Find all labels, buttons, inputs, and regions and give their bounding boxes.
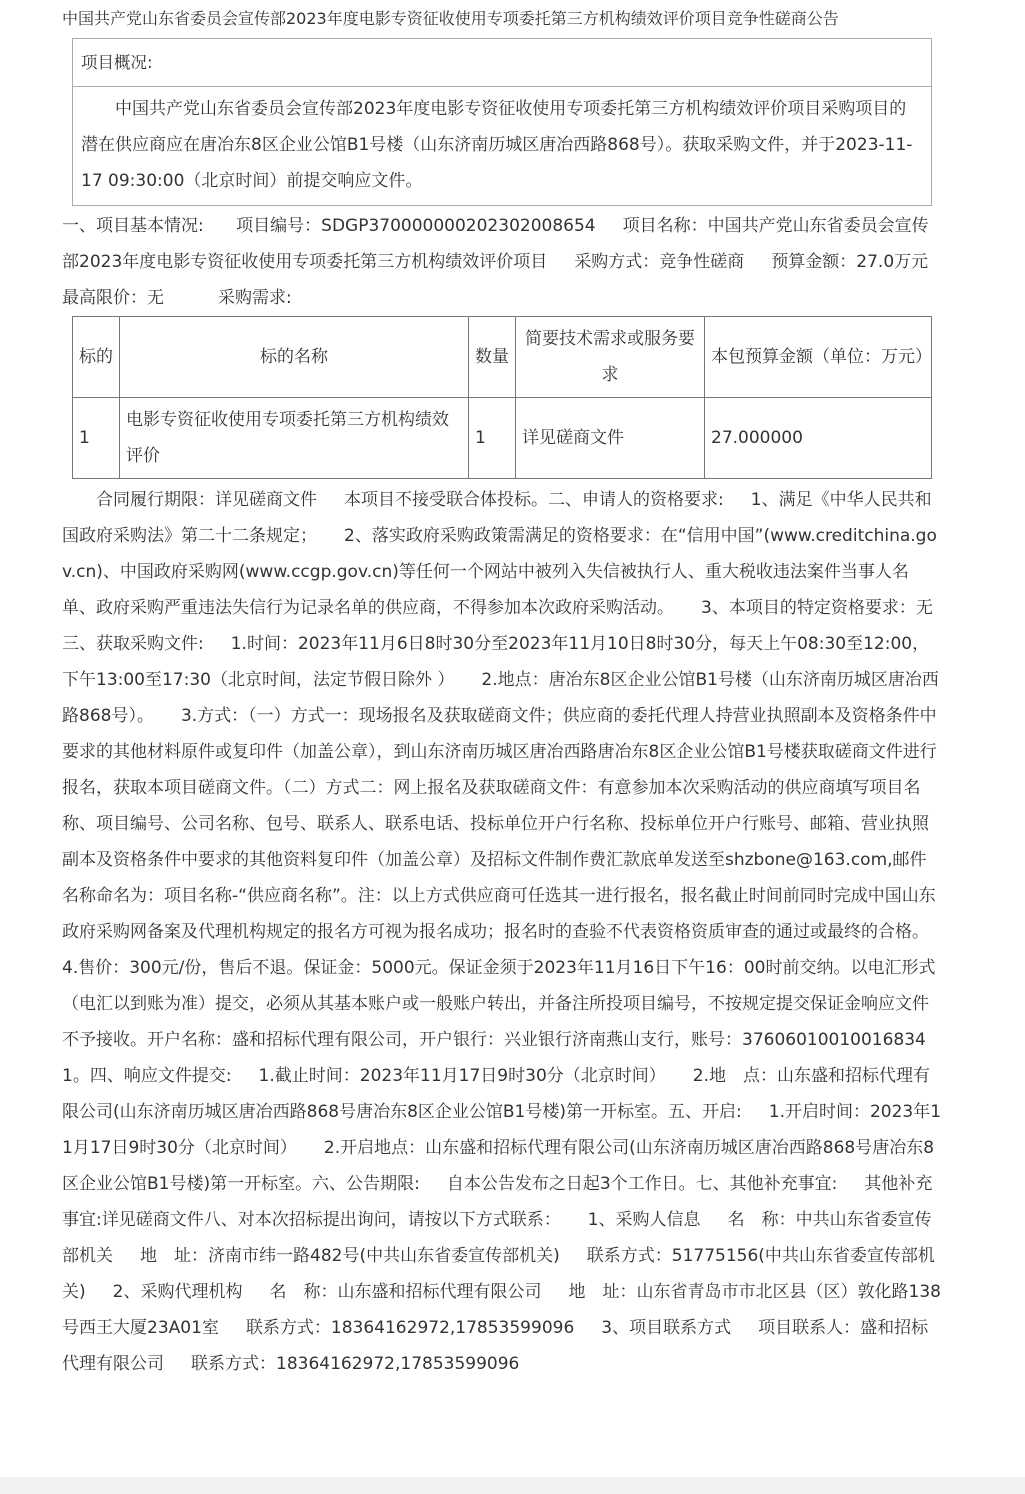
header-quantity: 数量 [469,317,516,398]
announcement-page [62,0,957,1382]
basic-info-paragraph: 一、项目基本情况: 项目编号：SDGP370000000202302008654 项目名称：中国共产党山东省委员会宣传部2023年度电影专资征收使用专项委托第三方机构绩效评价项目 采购方式：竞争性磋商 预算金额：27.0万元 最高限价：无 采购需求: [62,216,956,308]
requirements-table [72,316,932,479]
header-budget: 本包预算金额（单位：万元） [705,317,932,398]
page-title: 中国共产党山东省委员会宣传部2023年度电影专资征收使用专项委托第三方机构绩效评价项目竞争性磋商公告 [62,9,839,28]
footer-bar [0,1477,1025,1494]
header-item-no: 标的 [73,317,120,398]
table-row [73,398,932,479]
cell-requirements: 详见磋商文件 [516,398,705,479]
details-paragraph: 合同履行期限：详见磋商文件 本项目不接受联合体投标。二、申请人的资格要求: 1、满足《中华人民共和国政府采购法》第二十二条规定； 2、落实政府采购政策需满足的资格要求：在“信用中国”(www.creditchina.gov.cn)、中国政府采购网(www.ccgp.gov.cn)等任何一个网站中被列入失信被执行人、重大税收违法案件当事人名单、政府采购严重违法失信行为记录名单的供应商，不得参加本次政府采购活动。 3、本项目的特定资格要求：无三、获取采购文件: 1.时间：2023年11月6日8时30分至2023年11月10日8时30分，每天上午08:30至12:00，下午13:00至17:30（北京时间，法定节假日除外 ） 2.地点：唐冶东8区企业公馆B1号楼（山东济南历城区唐冶西路868号）。 3.方式：（一）方式一：现场报名及获取磋商文件；供应商的委托代理人持营业执照副本及资格条件中要求的其他材料原件或复印件（加盖公章），到山东济南历城区唐冶西路唐冶东8区企业公馆B1号楼获取磋商文件进行报名，获取本项目磋商文件。（二）方式二：网上报名及获取磋商文件：有意参加本次采购活动的供应商填写项目名称、项目编号、公司名称、包号、联系人、联系电话、投标单位开户行名称、投标单位开户行账号、邮箱、营业执照副本及资格条件中要求的其他资料复印件（加盖公章）及招标文件制作费汇款底单发送至shzbone@163.com,邮件名称命名为：项目名称-“供应商名称”。注：以上方式供应商可任选其一进行报名，报名截止时间前同时完成中国山东政府采购网备案及代理机构规定的报名方可视为报名成功；报名时的查验不代表资格资质审查的通过或最终的合格。 4.售价：300元/份，售后不退。保证金：5000元。保证金须于2023年11月16日下午16：00时前交纳。以电汇形式（电汇以到账为准）提交，必须从其基本账户或一般账户转出，并备注所投项目编号，不按规定提交保证金响应文件不予接收。开户名称：盛和招标代理有限公司，开户银行：兴业银行济南燕山支行，账号：376060100100168341。四、响应文件提交: 1.截止时间：2023年11月17日9时30分（北京时间） 2.地 点：山东盛和招标代理有限公司(山东济南历城区唐冶西路868号唐冶东8区企业公馆B1号楼)第一开标室。五、开启: 1.开启时间：2023年11月17日9时30分（北京时间） 2.开启地点：山东盛和招标代理有限公司(山东济南历城区唐冶西路868号唐冶东8区企业公馆B1号楼)第一开标室。六、公告期限: 自本公告发布之日起3个工作日。七、其他补充事宜: 其他补充事宜:详见磋商文件八、对本次招标提出询问，请按以下方式联系： 1、采购人信息 名 称：中共山东省委宣传部机关 地 址：济南市纬一路482号(中共山东省委宣传部机关) 联系方式：51775156(中共山东省委宣传部机关) 2、采购代理机构 名 称：山东盛和招标代理有限公司 地 址：山东省青岛市市北区县（区）敦化路138号西王大厦23A01室 联系方式：18364162972,17853599096 3、项目联系方式 项目联系人：盛和招标代理有限公司 联系方式：18364162972,17853599096 [62,490,957,1374]
cell-budget: 27.000000 [705,398,932,479]
cell-quantity: 1 [469,398,516,479]
cell-item-no: 1 [73,398,120,479]
overview-body: 中国共产党山东省委员会宣传部2023年度电影专资征收使用专项委托第三方机构绩效评价项目采购项目的潜在供应商应在唐冶东8区企业公馆B1号楼（山东济南历城区唐冶西路868号）。获取采购文件，并于2023-11-17 09:30:00（北京时间）前提交响应文件。 [81,99,913,191]
header-item-name: 标的名称 [120,317,469,398]
cell-item-name: 电影专资征收使用专项委托第三方机构绩效评价 [120,398,469,479]
table-header-row [73,317,932,398]
overview-box [72,38,932,206]
overview-heading: 项目概况: [73,39,931,87]
header-requirements: 简要技术需求或服务要求 [516,317,705,398]
